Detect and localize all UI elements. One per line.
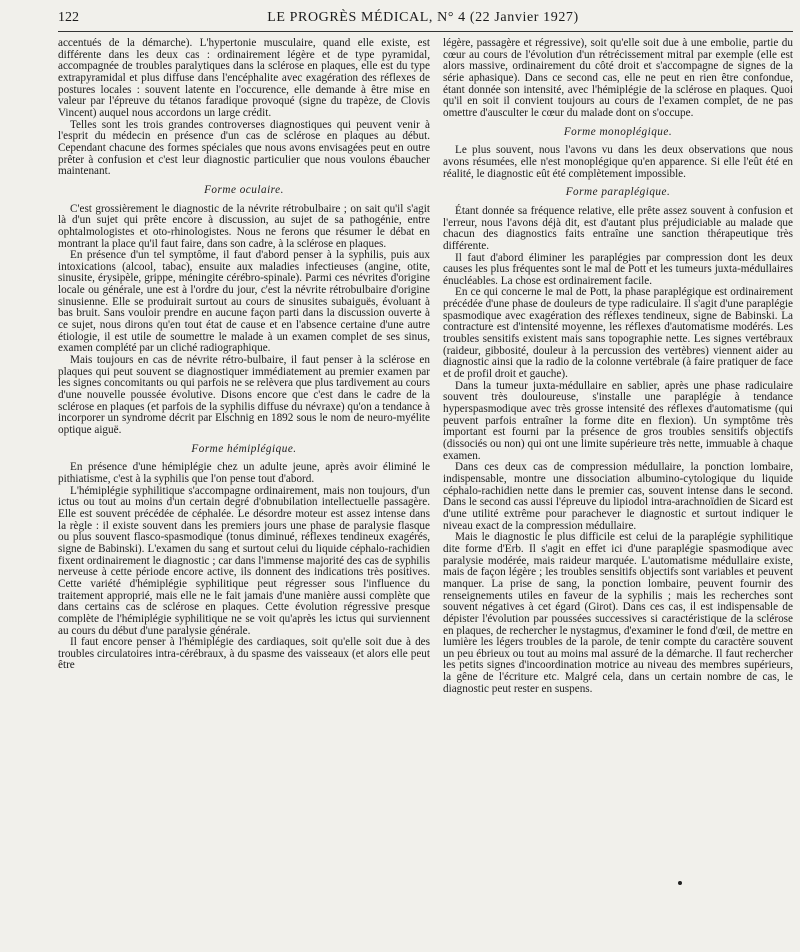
left-column [58, 38, 430, 672]
paragraph: Il faut encore penser à l'hémiplégie des cardiaques, soit qu'elle soit due à des troubles circulatoires intra-cérébraux, à du spasme des vaisseaux (et alors elle peut être [58, 636, 430, 672]
page-number: 122 [58, 10, 79, 25]
section-heading: Forme monoplégique. [563, 125, 673, 138]
paragraph: En présence d'un tel symptôme, il faut d'abord penser à la syphilis, puis aux intoxications (alcool, tabac), ensuite aux maladies infectieuses (angine, otite, sinusite, érysipèle, grippe, méningite cérébro-spinale). Parmi ces névrites d'origine locale ou générale, une est à l'ordre du jour, c'est la névrite rétrobulbaire d'origine sinusienne. Elle se produirait surtout au cours de sinusites subaiguës, évoluant à bas bruit. Sans vouloir prendre en aucune façon parti dans la discussion ouverte à ce sujet, nous dirons qu'en tout état de cause et en l'absence certaine d'une autre étiologie, il est utile de soumettre le malade à un examen complet de ses sinus, examen complété par un cliché radiographique. [58, 249, 430, 355]
end-mark [678, 881, 682, 885]
paragraph: En ce qui concerne le mal de Pott, la phase paraplégique est ordinairement précédée d'une phase de douleurs de type radiculaire. Il s'agit d'une paraplégie spasmodique avec exagération des réflexes tendineux, signe de Babinski. La contracture est d'intensité moyenne, les réflexes d'automatisme modérés. Les troubles sensitifs existent mais sans topographie nette. Les signes vertébraux (raideur, gibbosité, douleur à la percussion des vertèbres) viennent aider au diagnostic ainsi que la radio de la colonne vertébrale (à faire pratiquer de face et de profil droit et gauche). [443, 286, 793, 381]
journal-title: LE PROGRÈS MÉDICAL, N° 4 (22 Janvier 1927) [267, 10, 579, 25]
page-header [58, 10, 788, 30]
paragraph: accentués de la démarche). L'hypertonie musculaire, quand elle existe, est différente dans les deux cas : ordinairement légère et de type pyramidal, accompagnée de troubles paralytiques dans la sclérose en plaques, elle est du type extrapyramidal et plus diffuse dans l'encéphalite avec exagération des réflexes de postures locales : souvent latente en l'occurence, elle demande à être mise en valeur par l'épreuve du tétanos faradique provoqué (signe du trapèze, de Clovis Vincent) auquel nous accordons un large crédit. [58, 37, 430, 119]
paragraph: Mais toujours en cas de névrite rétro-bulbaire, il faut penser à la sclérose en plaques qui peut souvent se diagnostiquer immédiatement au premier examen par les signes concomitants ou qui parfois ne se relèvera que plus tardivement au cours d'une nouvelle poussée évolutive. Disons encore que c'est dans le cadre de la sclérose en plaques (et parfois de la syphilis diffuse du névraxe) qu'on a tendance à incorporer un syndrome décrit par Elschnig en 1892 sous le nom de neuro-myélite optique aiguë. [58, 354, 430, 436]
right-column [443, 38, 793, 695]
paragraph: Étant donnée sa fréquence relative, elle prête assez souvent à confusion et l'erreur, nous l'avons déjà dit, est d'autant plus préjudiciable au malade que chacun des diagnostics faits entraîne une sanction thérapeutique très différente. [443, 204, 793, 252]
paragraph: Dans la tumeur juxta-médullaire en sablier, après une phase radiculaire souvent très douloureuse, s'installe une paraplégie à tendance hyperspasmodique avec très grosse intensité des réflexes d'automatisme (qui peuvent parfois entraîner la forme dite en flexion). Un symptôme très important est fourni par la présence de gros troubles sensitifs objectifs (dissociés ou non) qui ont une limite supérieure très nette, immuable à chaque examen. [443, 379, 793, 462]
header-rule [58, 31, 793, 32]
section-heading: Forme hémiplégique. [191, 442, 297, 455]
paragraph: C'est grossièrement le diagnostic de la névrite rétrobulbaire ; on sait qu'il s'agit là d'un sujet qui prête encore à discussion, au sujet de sa pathogénie, entre ophtalmologistes et oto-rhinologistes. Nous ne ferons que résumer le débat en montrant la place qu'il faut faire, dans son cadre, à la sclérose en plaques. [58, 202, 430, 250]
section-heading: Forme paraplégique. [565, 186, 671, 199]
paragraph: légère, passagère et régressive), soit qu'elle soit due à une embolie, partie du cœur au cours de l'évolution d'un rétrécissement mitral par exemple (elle est alors massive, ordinairement du côté droit et s'accompagne de signes de la série aphasique). Dans ce second cas, elle ne peut en rien être confondue, étant donnée son intensité, avec l'hémiplégie de la sclérose en plaques. Quoi qu'il en soit il convient toujours au cours de l'examen complet, de ne pas omettre d'ausculter le cœur du malade dont on s'occupe. [443, 38, 793, 119]
paragraph: Mais le diagnostic le plus difficile est celui de la paraplégie syphilitique dite forme d'Erb. Il s'agit en effet ici d'une paraplégie spasmodique avec paralysie modérée, mais raideur marquée. L'automatisme médullaire existe, mais de façon légère ; les troubles sensitifs objectifs sont variables et peuvent manquer. La prise de sang, la ponction lombaire, peuvent fournir des renseignements utiles en faveur de la syphilis ; mais les recherches sont souvent négatives à cet égard (Girot). Dans ces cas, il est indispensable de dépister l'évolution par poussées successives si caractéristique de la sclérose en plaques, de rechercher le nystagmus, d'examiner le fond d'œil, de mettre en lumière les légers troubles de la parole, de tenir compte du caractère souvent un peu ébrieux ou tout au moins mal assuré de la démarche. Il faut rechercher les petits signes d'incoordination motrice au niveau des membres supérieurs, la gêne de l'écriture etc. Malgré cela, dans un certain nombre de cas, le diagnostic peut rester en suspens. [443, 531, 793, 695]
paragraph: Le plus souvent, nous l'avons vu dans les deux observations que nous avons résumées, elle n'est monoplégique qu'en apparence. Si elle l'eût été en réalité, le diagnostic eût été complètement impossible. [443, 144, 793, 180]
section-heading: Forme oculaire. [204, 183, 284, 196]
paragraph: Dans ces deux cas de compression médullaire, la ponction lombaire, indispensable, montre une dissociation albumino-cytologique du liquide céphalo-rachidien nette dans le premier cas, souvent intense dans le second. Dans le second cas aussi l'épreuve du lipiodol intra-arachnoïdien de Sicard est d'une utilité extrême pour parachever le diagnostic et surtout indiquer le niveau exact de la compression médullaire. [443, 461, 793, 532]
paragraph: En présence d'une hémiplégie chez un adulte jeune, après avoir éliminé le pithiatisme, c'est à la syphilis que l'on pense tout d'abord. [58, 461, 430, 485]
paragraph: L'hémiplégie syphilitique s'accompagne ordinairement, mais non toujours, d'un ictus ou tout au moins d'un certain degré d'obnubilation intellectuelle passagère. Elle est souvent précédée de céphalée. Le désordre moteur est assez intense dans la règle : il existe souvent dans les premiers jours une phase de paralysie flasque ou plus souvent flasco-spasmodique (tonus diminué, réflexes tendineux exagérés, signe de Babinski). L'examen du sang et surtout celui du liquide céphalo-rachidien fixent ordinairement le diagnostic ; car dans l'immense majorité des cas de syphilis nerveuse à cette période encore active, ils donnent des indications très positives. Cette variété d'hémiplégie syphilitique peut régresser sous l'influence du traitement approprié, mais elle ne le fait jamais d'une manière aussi complète que dans certains cas de sclérose en plaques. Cette évolution régressive presque complète de l'hémiplégie syphilitique ne se voit qu'après les ictus qui surviennent au cours du début d'une paralysie générale. [58, 484, 430, 637]
paragraph: Telles sont les trois grandes controverses diagnostiques qui peuvent venir à l'esprit du médecin en présence d'un cas de sclérose en plaques au début. Cependant chacune des formes spéciales que nous avons envisagées peut en outre prêter à confusion et c'est leur diagnostic particulier que nous voulons ébaucher maintenant. [58, 118, 430, 178]
paragraph: Il faut d'abord éliminer les paraplégies par compression dont les deux causes les plus fréquentes sont le mal de Pott et les tumeurs juxta-médullaires énucléables. La chose est ordinairement facile. [443, 251, 793, 287]
